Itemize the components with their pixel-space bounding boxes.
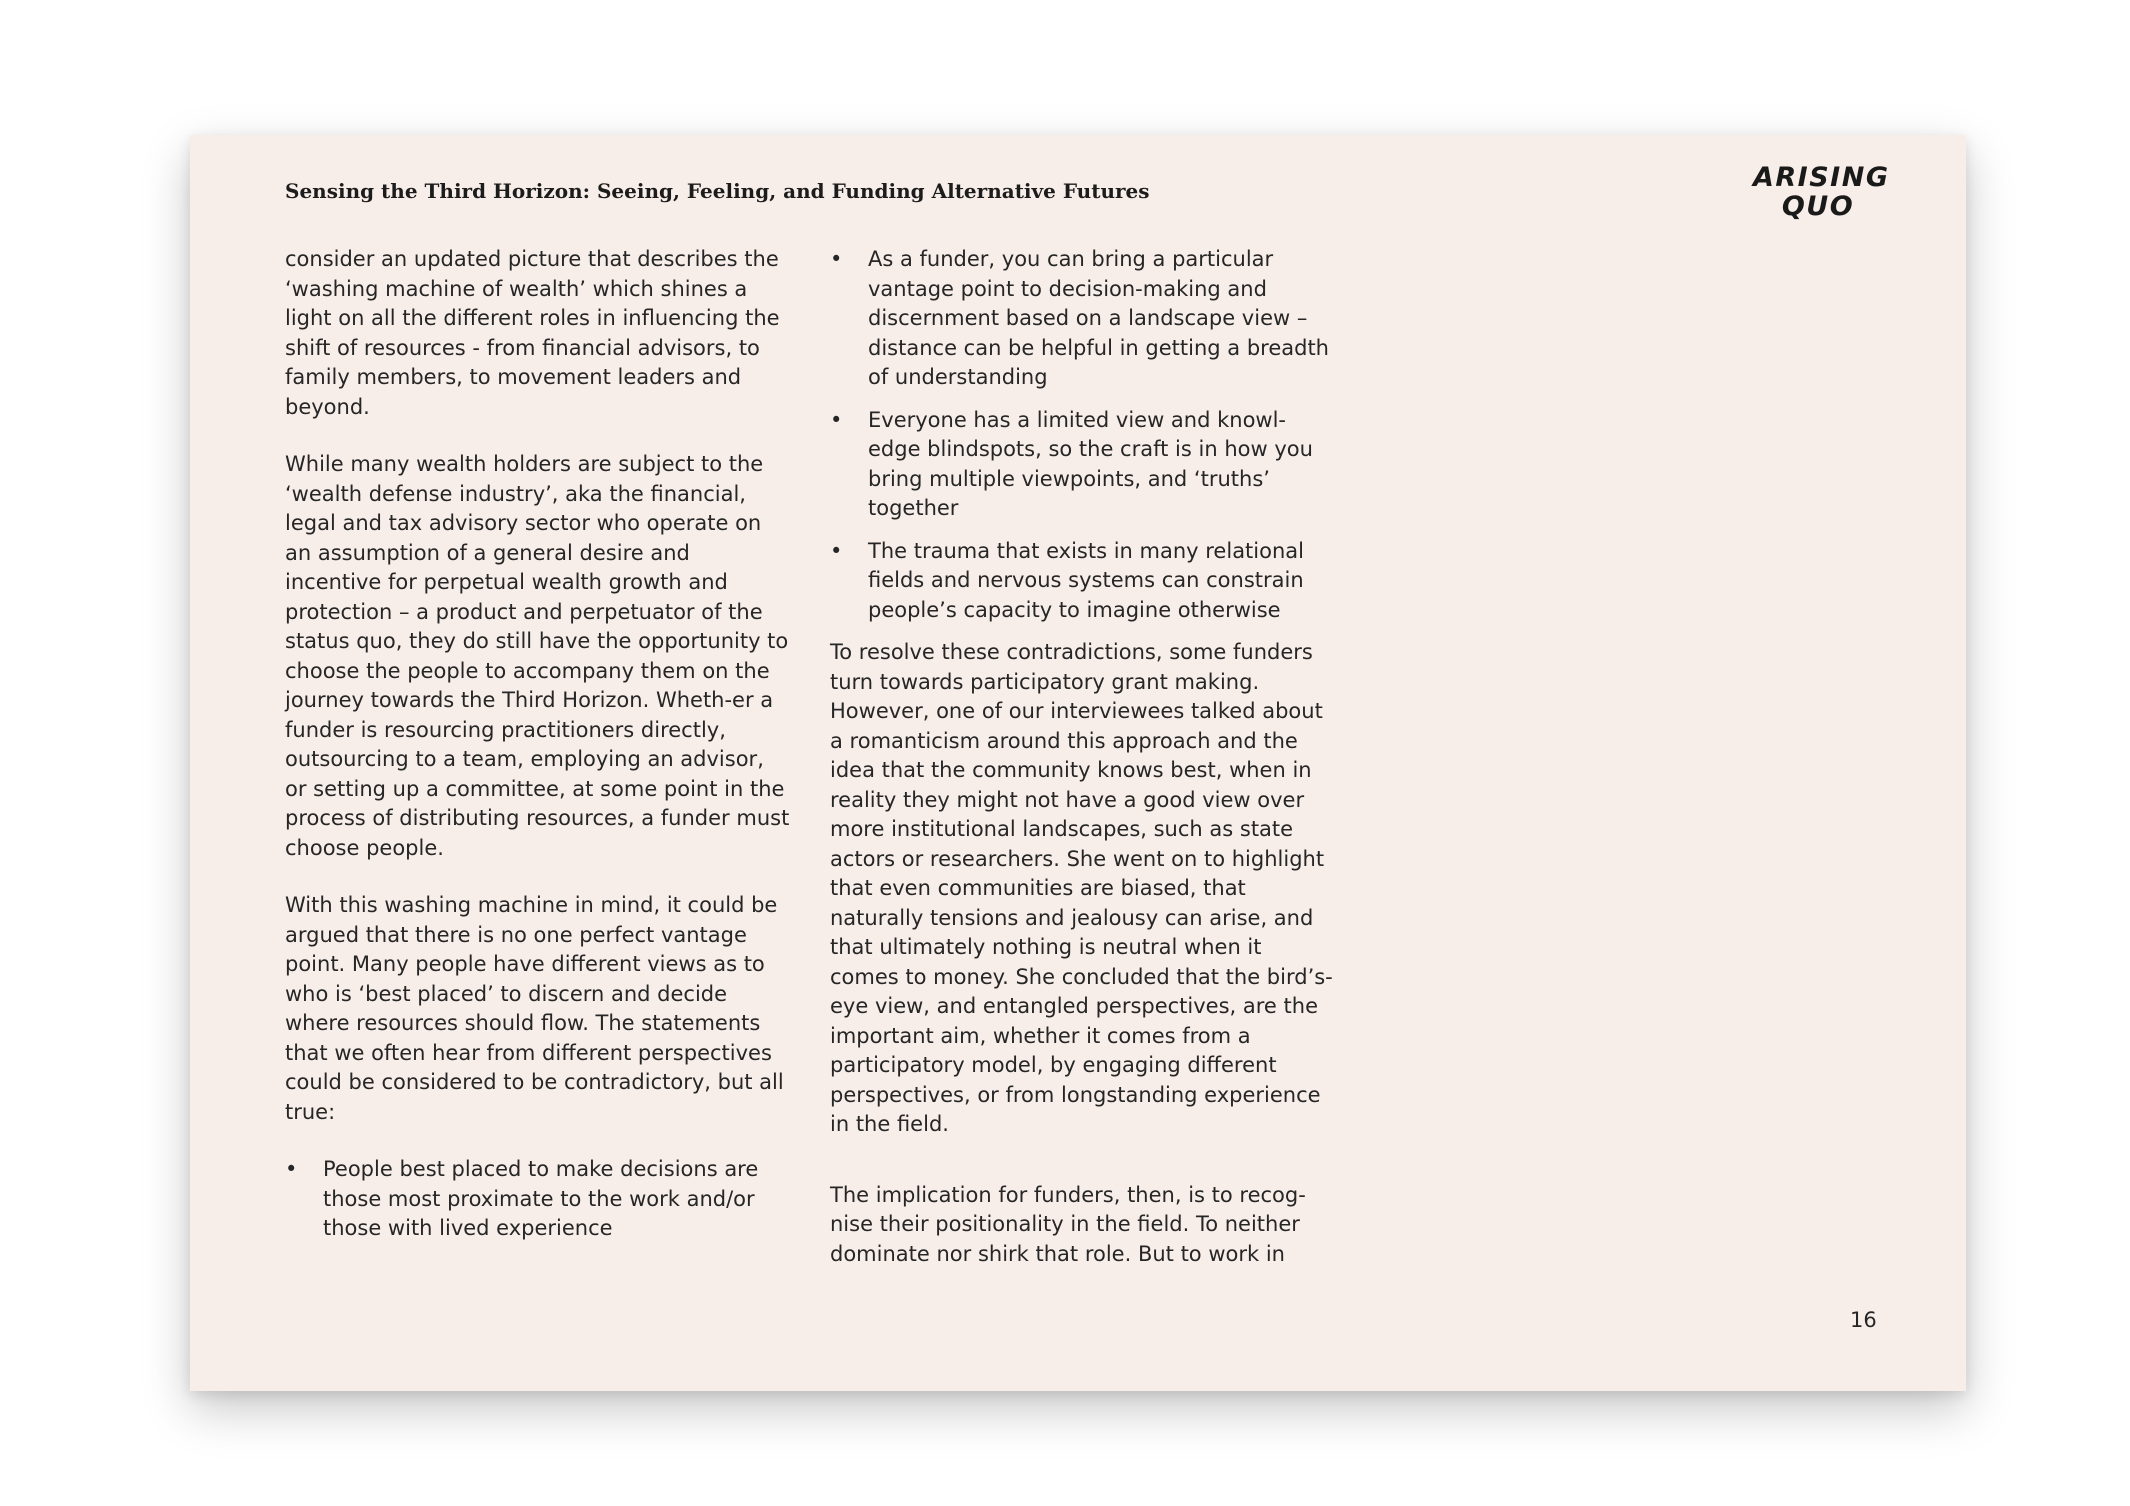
bullet-item: • The trauma that exists in many relational fields and nervous systems can constrain people’s capacity to imagine otherwise	[830, 537, 1335, 626]
body-paragraph: While many wealth holders are subject to the ‘wealth defense industry’, aka the financial, legal and tax advisory sector who operate on an assumption of a general desire and incentive for perpetual wealth growth and protection – a product and perpetuator of the status quo, they do still have the opportunity to choose the people to accompany them on the journey towards the Third Horizon. Wheth-er a funder is resourcing practitioners directly, outsourcing to a team, employing an advisor, or setting up a committee, at some point in the process of distributing resources, a funder must choose people.	[285, 452, 790, 860]
bullet-list	[830, 245, 1335, 625]
body-paragraph: The implication for funders, then, is to recog-nise their positionality in the field. To neither dominate nor shirk that role. But to work in	[830, 1182, 1306, 1266]
running-title: Sensing the Third Horizon: Seeing, Feeling, and Funding Alternative Futures	[285, 179, 1150, 203]
document-page	[190, 135, 1966, 1391]
left-column	[285, 245, 790, 1257]
bullet-item: • Everyone has a limited view and knowl-edge blindspots, so the craft is in how you bring multiple viewpoints, and ‘truths’ together	[830, 406, 1335, 524]
right-column	[830, 245, 1335, 1297]
body-paragraph: consider an updated picture that describes the ‘washing machine of wealth’ which shines a light on all the different roles in influencing the shift of resources - from financial advisors, to family members, to movement leaders and beyond.	[285, 247, 780, 419]
bullet-item: • People best placed to make decisions are those most proximate to the work and/or those with lived experience	[285, 1155, 790, 1244]
bullet-item: • As a funder, you can bring a particular vantage point to decision-making and discernment based on a landscape view – distance can be helpful in getting a breadth of understanding	[830, 245, 1335, 393]
page-number: 16	[1850, 1308, 1877, 1332]
arising-quo-logo	[1753, 162, 1890, 222]
body-paragraph: With this washing machine in mind, it could be argued that there is no one perfect vantage point. Many people have different views as to who is ‘best placed’ to discern and decide where resources should flow. The statements that we often hear from different perspectives could be considered to be contradictory, but all true:	[285, 893, 784, 1124]
body-paragraph: To resolve these contradictions, some funders turn towards participatory grant making. However, one of our interviewees talked about a romanticism around this approach and the idea that the community knows best, when in reality they might not have a good view over more institutional landscapes, such as state actors or researchers. She went on to highlight that even communities are biased, that naturally tensions and jealousy can arise, and that ultimately nothing is neutral when it comes to money. She concluded that the bird’s-eye view, and entangled perspectives, are the important aim, whether it comes from a participatory model, by engaging different perspectives, or from longstanding experience in the field.	[830, 640, 1333, 1136]
logo-line-2: QUO	[1781, 191, 1855, 222]
logo-line-1: ARISING	[1753, 162, 1890, 193]
bullet-list	[285, 1155, 790, 1244]
